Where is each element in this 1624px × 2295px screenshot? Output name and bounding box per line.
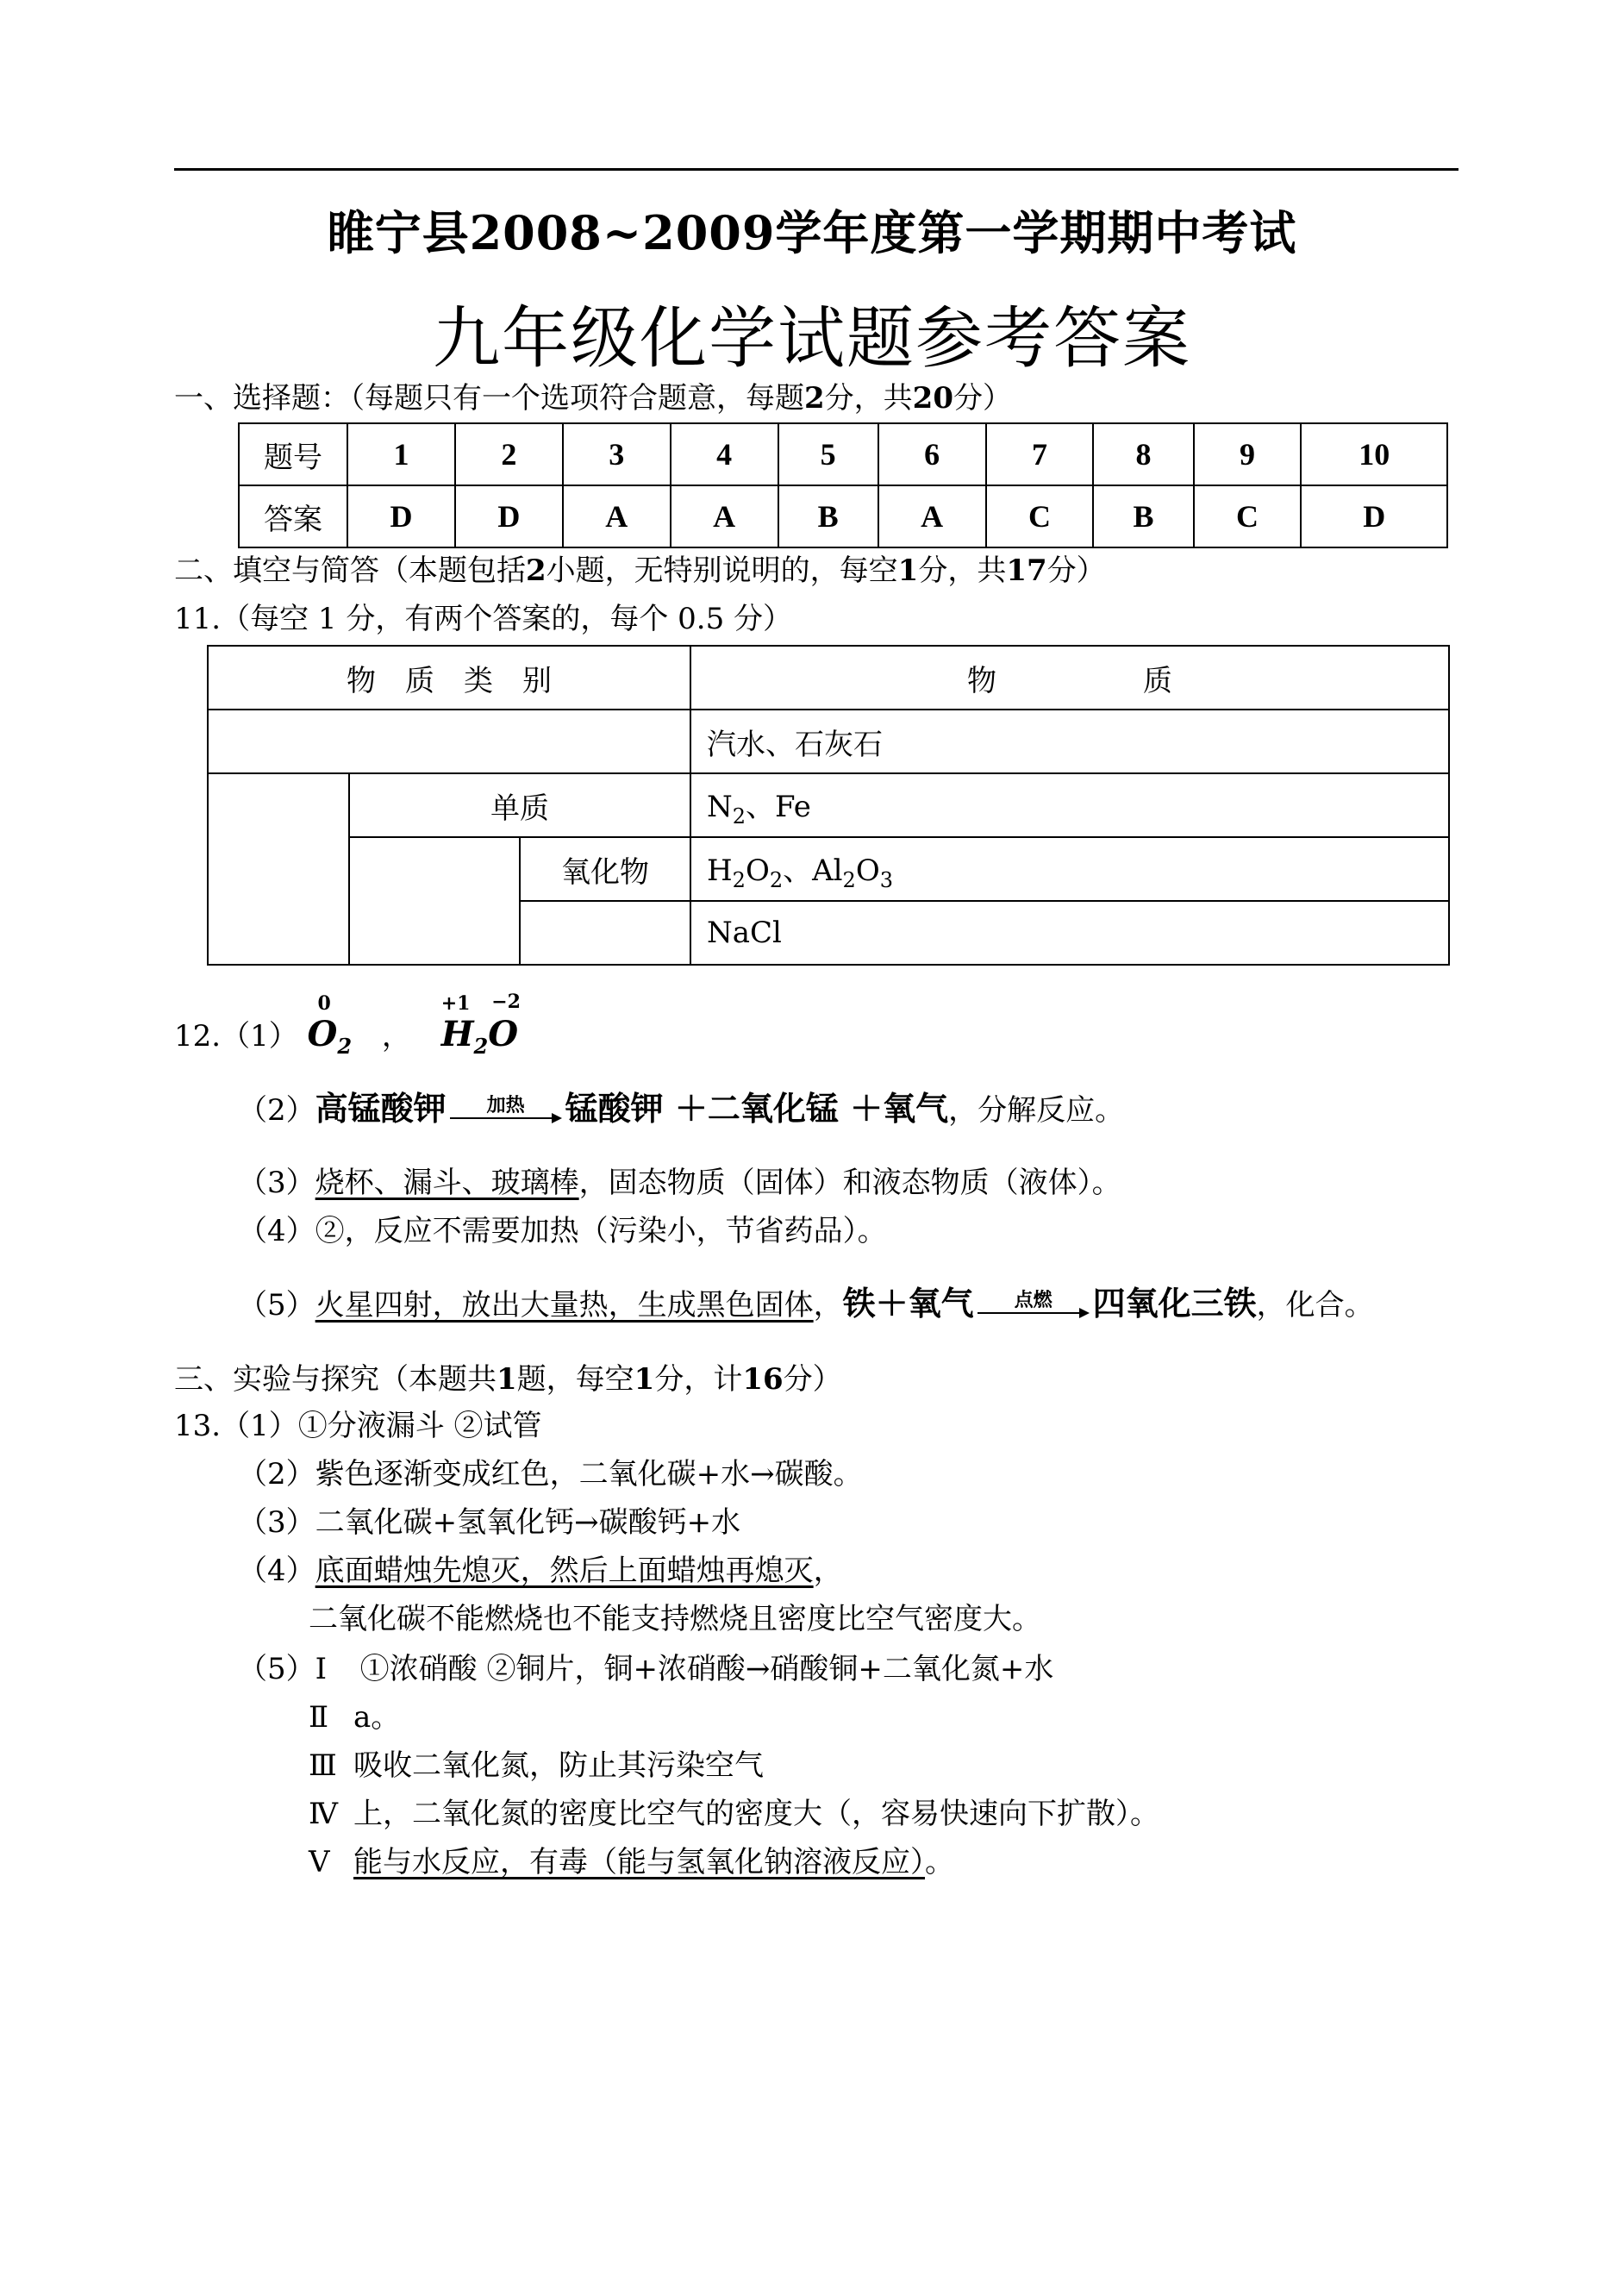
row-label-answer: 答案 (239, 485, 347, 547)
question-number: 8 (1093, 423, 1193, 485)
question-number: 1 (347, 423, 455, 485)
answer-cell: D (347, 485, 455, 547)
answer-key-title: 九年级化学试题参考答案 (432, 300, 1191, 378)
substance-classification-table (207, 645, 1450, 966)
question-number: 4 (671, 423, 778, 485)
top-rule (174, 168, 1458, 171)
category-oxide: 氧化物 (520, 837, 690, 901)
q12-part3: （3）烧杯、漏斗、玻璃棒，固态物质（固体）和液态物质（液体）。 (238, 1166, 1121, 1200)
header-category: 物 质 类 别 (208, 646, 690, 710)
q13-part5-iii: Ⅲ 吸收二氧化氮，防止其污染空气 (309, 1748, 764, 1783)
q12-part5: （5）火星四射，放出大量热，生成黑色固体，铁＋氧气 点燃 四氧化三铁，化合。 (238, 1285, 1374, 1326)
reaction-arrow: 点燃 (978, 1288, 1090, 1326)
section3-heading: 三、实验与探究（本题共1题，每空1分，计16分） (174, 1362, 842, 1397)
q13-part5-v: Ⅴ 能与水反应，有毒（能与氢氧化钠溶液反应）。 (309, 1845, 954, 1879)
row-label-number: 题号 (239, 423, 347, 485)
answer-cell: C (986, 485, 1094, 547)
answer-cell: D (455, 485, 563, 547)
q13-part1: 13.（1）①分液漏斗 ②试管 (174, 1409, 542, 1443)
answer-cell: B (1093, 485, 1193, 547)
q11-note: 11.（每空 1 分，有两个答案的，每个 0.5 分） (174, 602, 793, 636)
substance-mixture: 汽水、石灰石 (690, 710, 1449, 773)
h2o-formula: +1 $H_2$ −2 O (440, 991, 521, 1059)
q13-part5-i: （5）Ⅰ ①浓硝酸 ②铜片，铜+浓硝酸→硝酸铜+二氧化氮+水 (238, 1652, 1054, 1686)
answer-cell: B (778, 485, 878, 547)
table-row (208, 710, 1449, 773)
exam-title: 睢宁县2008~2009学年度第一学期期中考试 (327, 205, 1297, 260)
q13-part5-ii: Ⅱ a。 (309, 1700, 401, 1735)
substance-salt: NaCl (690, 901, 1449, 965)
question-number: 7 (986, 423, 1094, 485)
q13-part3: （3）二氧化碳+氢氧化钙→碳酸钙+水 (238, 1505, 741, 1540)
section2-heading: 二、填空与简答（本题包括2小题，无特别说明的，每空1分，共17分） (174, 553, 1106, 588)
substance-element: $N_2$、Fe (690, 773, 1449, 837)
question-number: 10 (1301, 423, 1447, 485)
table-row (239, 485, 1447, 547)
substance-oxide: $H_2O_2$、$Al_2O_3$ (690, 837, 1449, 901)
category-empty (208, 773, 349, 965)
category-empty (520, 901, 690, 965)
answer-cell: D (1301, 485, 1447, 547)
category-empty (349, 837, 520, 965)
answer-cell: A (671, 485, 778, 547)
answer-cell: A (563, 485, 671, 547)
q13-part5-iv: Ⅳ 上，二氧化氮的密度比空气的密度大（，容易快速向下扩散）。 (309, 1797, 1159, 1831)
question-number: 5 (778, 423, 878, 485)
question-number: 3 (563, 423, 671, 485)
header-substance: 物 质 (690, 646, 1449, 710)
q12-part2: （2）高锰酸钾 加热 锰酸钾 ＋二氧化锰 ＋氧气，分解反应。 (238, 1090, 1124, 1131)
q13-part4-explanation: 二氧化碳不能燃烧也不能支持燃烧且密度比空气密度大。 (309, 1602, 1041, 1636)
section1-heading: 一、选择题：（每题只有一个选项符合题意，每题2分，共20分） (174, 381, 1012, 416)
category-empty (208, 710, 690, 773)
table-row (208, 837, 1449, 901)
question-number: 2 (455, 423, 563, 485)
o2-formula: 0 $O_2$ (307, 992, 353, 1059)
q12-part1: 12.（1） 0 $O_2$ ， +1 $H_2$ −2 O (174, 1016, 518, 1066)
table-row (239, 423, 1447, 485)
q13-part4: （4）底面蜡烛先熄灭，然后上面蜡烛再熄灭， (238, 1554, 843, 1588)
choice-answer-table (238, 422, 1448, 548)
answer-cell: C (1194, 485, 1302, 547)
q12-part4: （4）②，反应不需要加热（污染小，节省药品）。 (238, 1214, 887, 1248)
answer-cell: A (878, 485, 986, 547)
reaction-arrow: 加热 (450, 1093, 562, 1131)
table-row (208, 646, 1449, 710)
question-number: 9 (1194, 423, 1302, 485)
question-number: 6 (878, 423, 986, 485)
q13-part2: （2）紫色逐渐变成红色，二氧化碳+水→碳酸。 (238, 1457, 863, 1491)
category-element: 单质 (349, 773, 690, 837)
table-row (208, 773, 1449, 837)
